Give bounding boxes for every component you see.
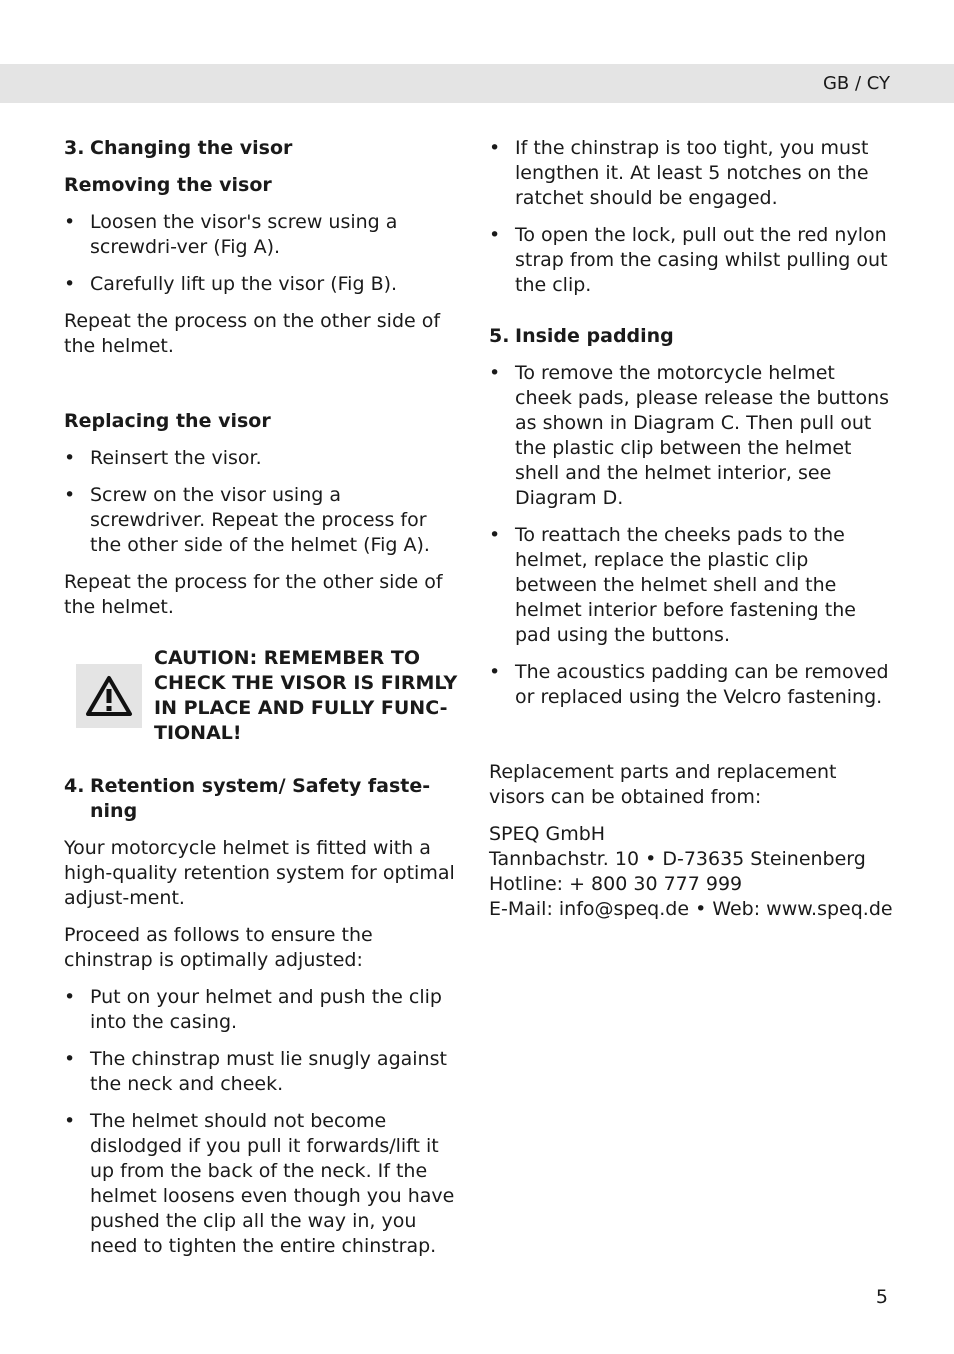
company-address: Tannbachstr. 10 • D-73635 Steinenberg <box>489 848 866 870</box>
section-4-list <box>64 985 460 1259</box>
section-3-heading: 3. Changing the visor <box>64 137 293 159</box>
replacing-visor-heading: Replacing the visor <box>64 410 271 432</box>
section-4-paragraph-1: Your motorcycle helmet is fitted with a high-quality retention system for optimal adjust-ment. <box>64 837 455 909</box>
right-column <box>489 136 893 922</box>
list-item: • Put on your helmet and push the clip into the casing. <box>64 986 442 1033</box>
spacer <box>489 722 893 760</box>
language-label: GB / CY <box>822 73 890 94</box>
section-5-heading: 5. Inside padding <box>489 325 674 347</box>
company-hotline: Hotline: + 800 30 777 999 <box>489 873 743 895</box>
list-item: • Loosen the visor's screw using a screwdri-ver (Fig A). <box>64 211 398 258</box>
page-number: 5 <box>875 1286 888 1308</box>
replacing-visor-list <box>64 446 460 558</box>
list-item: • The chinstrap must lie snugly against the neck and cheek. <box>64 1048 447 1095</box>
spacer <box>489 310 893 324</box>
list-item: • If the chinstrap is too tight, you must lengthen it. At least 5 notches on the ratchet should be engaged. <box>489 137 869 209</box>
section-4-list-continued <box>489 136 893 298</box>
company-name: SPEQ GmbH <box>489 823 606 845</box>
contact-block <box>489 822 893 922</box>
spacer <box>64 371 460 409</box>
list-item: • The acoustics padding can be removed or replaced using the Velcro fastening. <box>489 661 889 708</box>
list-item: • To remove the motorcycle helmet cheek pads, please release the buttons as shown in Diagram C. Then pull out the plastic clip between the helmet shell and the helmet interior, see Diagram D. <box>489 362 890 509</box>
removing-visor-list <box>64 210 460 297</box>
warning-icon <box>76 664 142 728</box>
section-4-heading: 4. Retention system/ Safety faste-ning <box>64 775 431 822</box>
caution-box <box>64 646 460 746</box>
removing-visor-heading: Removing the visor <box>64 174 272 196</box>
replacing-note: Repeat the process for the other side of the helmet. <box>64 571 443 618</box>
list-item: • Reinsert the visor. <box>64 447 262 469</box>
list-item: • To reattach the cheeks pads to the helmet, replace the plastic clip between the helmet shell and the helmet interior before fastening the pad using the buttons. <box>489 524 856 646</box>
list-item: • To open the lock, pull out the red nylon strap from the casing whilst pulling out the clip. <box>489 224 888 296</box>
removing-note: Repeat the process on the other side of the helmet. <box>64 310 441 357</box>
company-email-web: E-Mail: info@speq.de • Web: www.speq.de <box>489 898 893 920</box>
parts-note: Replacement parts and replacement visors can be obtained from: <box>489 761 837 808</box>
list-item: • The helmet should not become dislodged if you pull it forwards/lift it up from the back of the neck. If the helmet loosens even though you have pushed the clip all the way in, you need to tighten the entire chinstrap. <box>64 1110 455 1257</box>
caution-text: CAUTION: REMEMBER TO CHECK THE VISOR IS FIRMLY IN PLACE AND FULLY FUNC-TIONAL! <box>154 647 458 744</box>
section-4-paragraph-2: Proceed as follows to ensure the chinstrap is optimally adjusted: <box>64 924 373 971</box>
header-bar <box>0 64 954 103</box>
section-5-list <box>489 361 893 710</box>
warning-triangle-icon <box>84 674 134 718</box>
list-item: • Screw on the visor using a screwdriver. Repeat the process for the other side of the helmet (Fig A). <box>64 484 430 556</box>
left-column <box>64 136 460 1271</box>
list-item: • Carefully lift up the visor (Fig B). <box>64 273 398 295</box>
